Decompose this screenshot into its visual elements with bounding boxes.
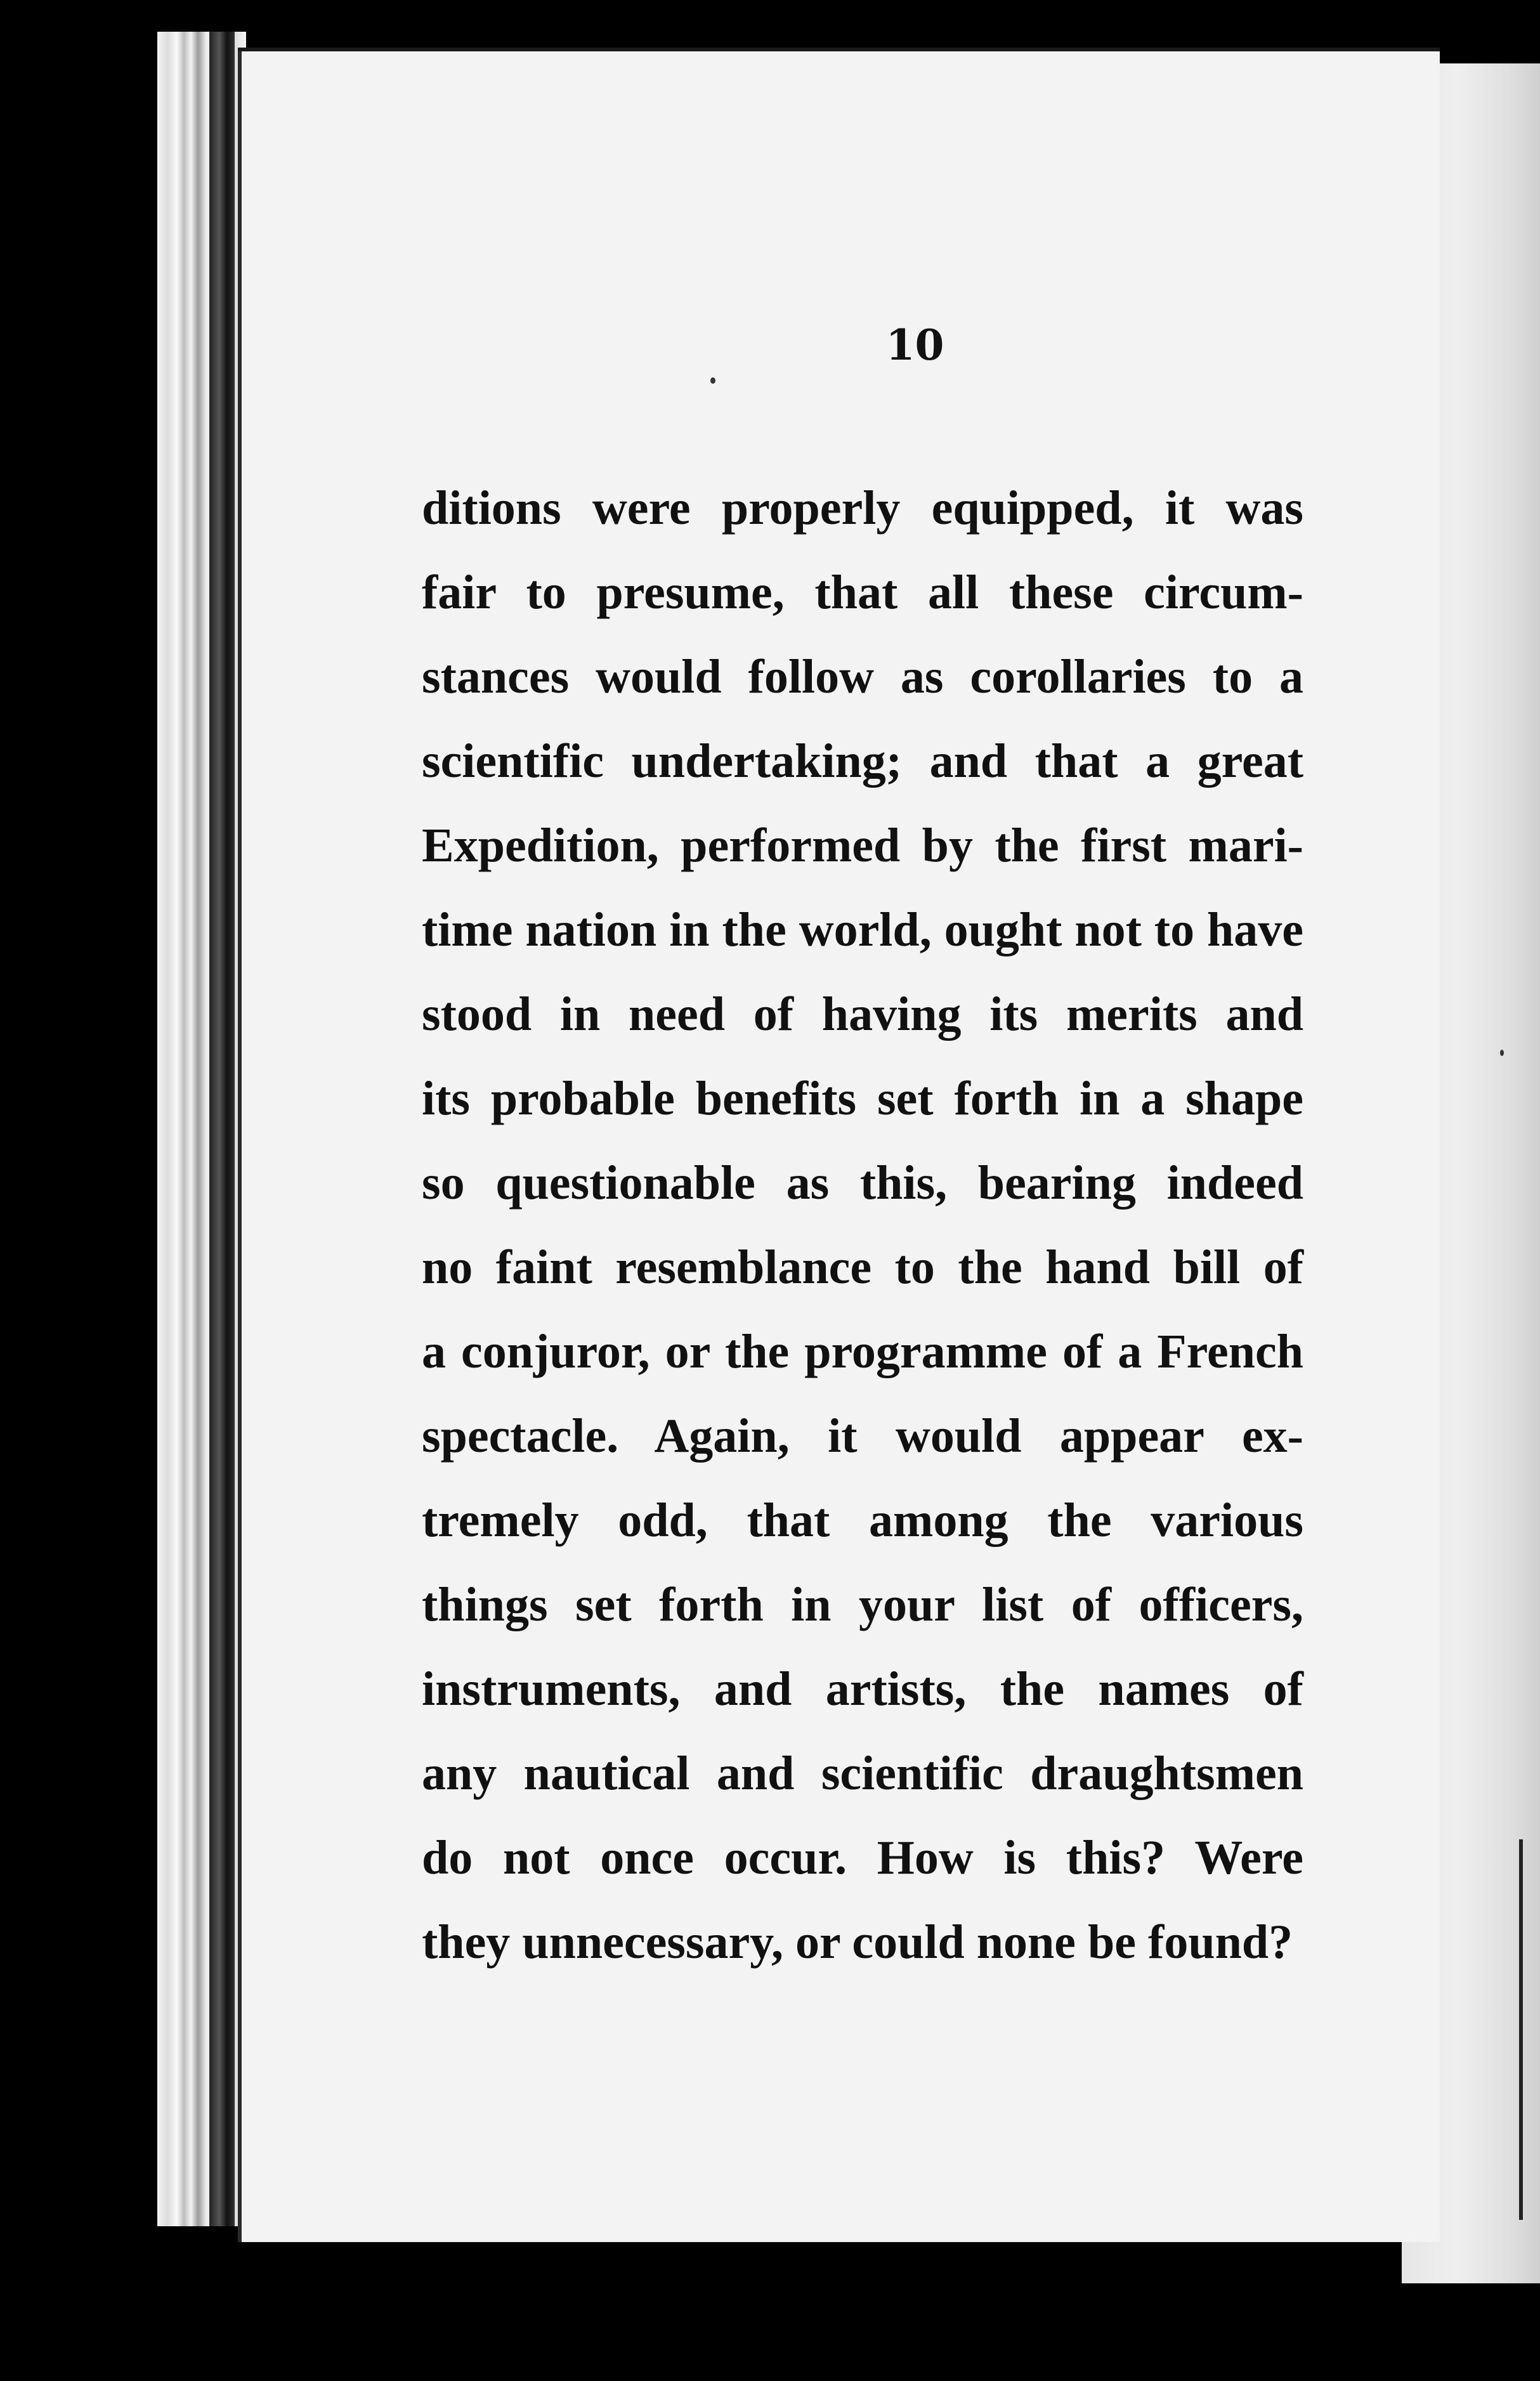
text-line: scientific undertaking; and that a great: [422, 734, 1303, 788]
text-line: spectacle. Again, it would appear ex-: [422, 1409, 1303, 1463]
page-number: 10: [885, 320, 944, 370]
text-line: fair to presume, that all these circum-: [422, 566, 1303, 619]
ink-speck: [710, 377, 715, 384]
text-line: Expedition, performed by the first mari-: [422, 819, 1303, 872]
text-line: ditions were properly equipped, it was: [422, 481, 1303, 535]
binding-shadow: [209, 32, 235, 2226]
text-line: a conjuror, or the programme of a French: [422, 1325, 1303, 1378]
body-text: [422, 466, 1303, 1985]
text-line: any nautical and scientific draughtsmen: [422, 1747, 1303, 1800]
text-line: its probable benefits set forth in a shape: [422, 1072, 1303, 1125]
text-line: stood in need of having its merits and: [422, 988, 1303, 1041]
text-line: tremely odd, that among the various: [422, 1494, 1303, 1547]
book-page: [238, 48, 1440, 2242]
ink-speck: [1500, 1050, 1504, 1056]
text-line: do not once occur. How is this? Were: [422, 1831, 1303, 1884]
text-line: they unnecessary, or could none be found?: [422, 1915, 1293, 1969]
text-line: things set forth in your list of officers,: [422, 1578, 1303, 1631]
text-line: time nation in the world, ought not to have: [422, 903, 1303, 956]
text-line: instruments, and artists, the names of: [422, 1662, 1303, 1716]
text-line: no faint resemblance to the hand bill of: [422, 1241, 1303, 1294]
text-line: stances would follow as corollaries to a: [422, 650, 1303, 703]
text-line: so questionable as this, bearing indeed: [422, 1156, 1303, 1210]
facing-page-shadow-line: [1519, 1839, 1523, 2220]
